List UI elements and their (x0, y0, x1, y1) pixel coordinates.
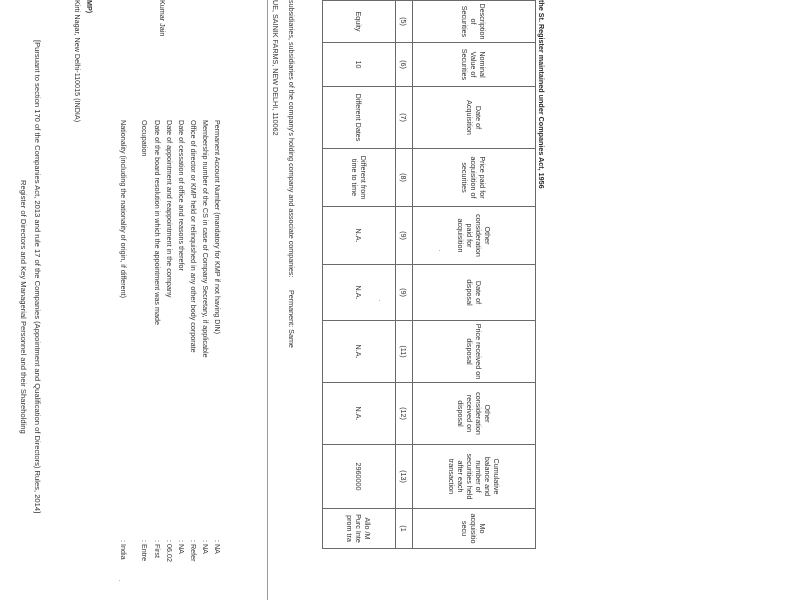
permanent-address-label: Permanent: Same (287, 290, 296, 348)
residential-address: UE, SAINIK FARMS, NEW DELHI, 110062 (271, 0, 280, 136)
scan-speck (379, 300, 380, 301)
table-cell: Allo /M Purc Inte prom tra (323, 509, 396, 549)
footer-note: the St. Register maintained under Companies Act, 1956 (537, 0, 546, 189)
detail-label: Date of cessation of office and reasons therefor (177, 120, 186, 271)
table-header-row (413, 1, 536, 549)
table-cell: N.A. (323, 265, 396, 321)
column-header: Other consideration paid for acquisition (413, 207, 536, 265)
table-cell: N.A. (323, 383, 396, 445)
securities-table (322, 0, 536, 549)
detail-value: : NA (201, 540, 210, 554)
detail-label: Office of director or KMP held or relinquished in any other body corporate (189, 120, 198, 353)
column-header: Description of Securities (413, 1, 536, 43)
table-column-number-row (396, 1, 413, 549)
detail-value: : 06.02 (165, 540, 174, 562)
director-name-fragment: Kumar Jain (158, 0, 167, 37)
column-header: Price paid for acquisition of securities (413, 149, 536, 207)
scan-speck (439, 250, 440, 251)
detail-value: : Entre (140, 540, 149, 562)
column-header: Mo acquisitio secu (413, 509, 536, 549)
column-number: (9) (396, 265, 413, 321)
detail-label: Occupation (140, 120, 149, 157)
column-number: (7) (396, 87, 413, 149)
detail-label: Permanent Account Number (mandatory for KMP if not having DIN) (213, 120, 222, 334)
scan-speck (119, 580, 120, 581)
column-number: (12) (396, 383, 413, 445)
column-number: (13) (396, 445, 413, 509)
column-number: (1 (396, 509, 413, 549)
table-cell: 10 (323, 43, 396, 87)
register-title: Register of Directors and Key Managerial Personnel and their Shareholding (19, 180, 28, 434)
detail-label: Date of appointment and reappointment in the company (165, 120, 174, 298)
kmp-label-fragment: MP) (85, 0, 94, 14)
securities-heading: subsidiaries, subsidiaries of the company's holding company and associate companies: (287, 0, 296, 278)
column-header: Nominal Value of Securities (413, 43, 536, 87)
company-address: Kirti Nagar, New Delhi-110015 (INDIA) (73, 0, 82, 123)
column-number: (8) (396, 149, 413, 207)
table-cell: Different from time to time (323, 149, 396, 207)
table-cell: N.A. (323, 207, 396, 265)
table-cell: Equity (323, 1, 396, 43)
column-header: Other consideration received on disposal (413, 383, 536, 445)
table-cell: 2960000 (323, 445, 396, 509)
column-header: Date of Acquisition (413, 87, 536, 149)
detail-value: : Refer (189, 540, 198, 562)
column-header: Date of disposal (413, 265, 536, 321)
detail-label: Nationality (including the nationality of origin, if different) (119, 120, 128, 299)
register-subtitle: [Pursuant to section 170 of the Companies Act, 2013 and rule 17 of the Companies (Appointment and Qualification of Directors) Rules, 2014] (33, 40, 42, 514)
detail-label: Membership number of the CS in case of Company Secretary, if applicable (201, 120, 210, 358)
column-number: (9) (396, 207, 413, 265)
column-number: (5) (396, 1, 413, 43)
column-number: (6) (396, 43, 413, 87)
section-divider (267, 0, 268, 600)
detail-value: : NA (177, 540, 186, 554)
table-row (323, 1, 396, 549)
column-number: (11) (396, 321, 413, 383)
detail-value: : First (153, 540, 162, 558)
table-cell: N.A. (323, 321, 396, 383)
detail-value: : NA (213, 540, 222, 554)
detail-value: : India (119, 540, 128, 560)
detail-label: Date of the board resolution in which the appointment was made (153, 120, 162, 325)
column-header: Price received on disposal (413, 321, 536, 383)
column-header: Cumulative balance and number of securities held after each transaction (413, 445, 536, 509)
table-cell: Different Dates (323, 87, 396, 149)
